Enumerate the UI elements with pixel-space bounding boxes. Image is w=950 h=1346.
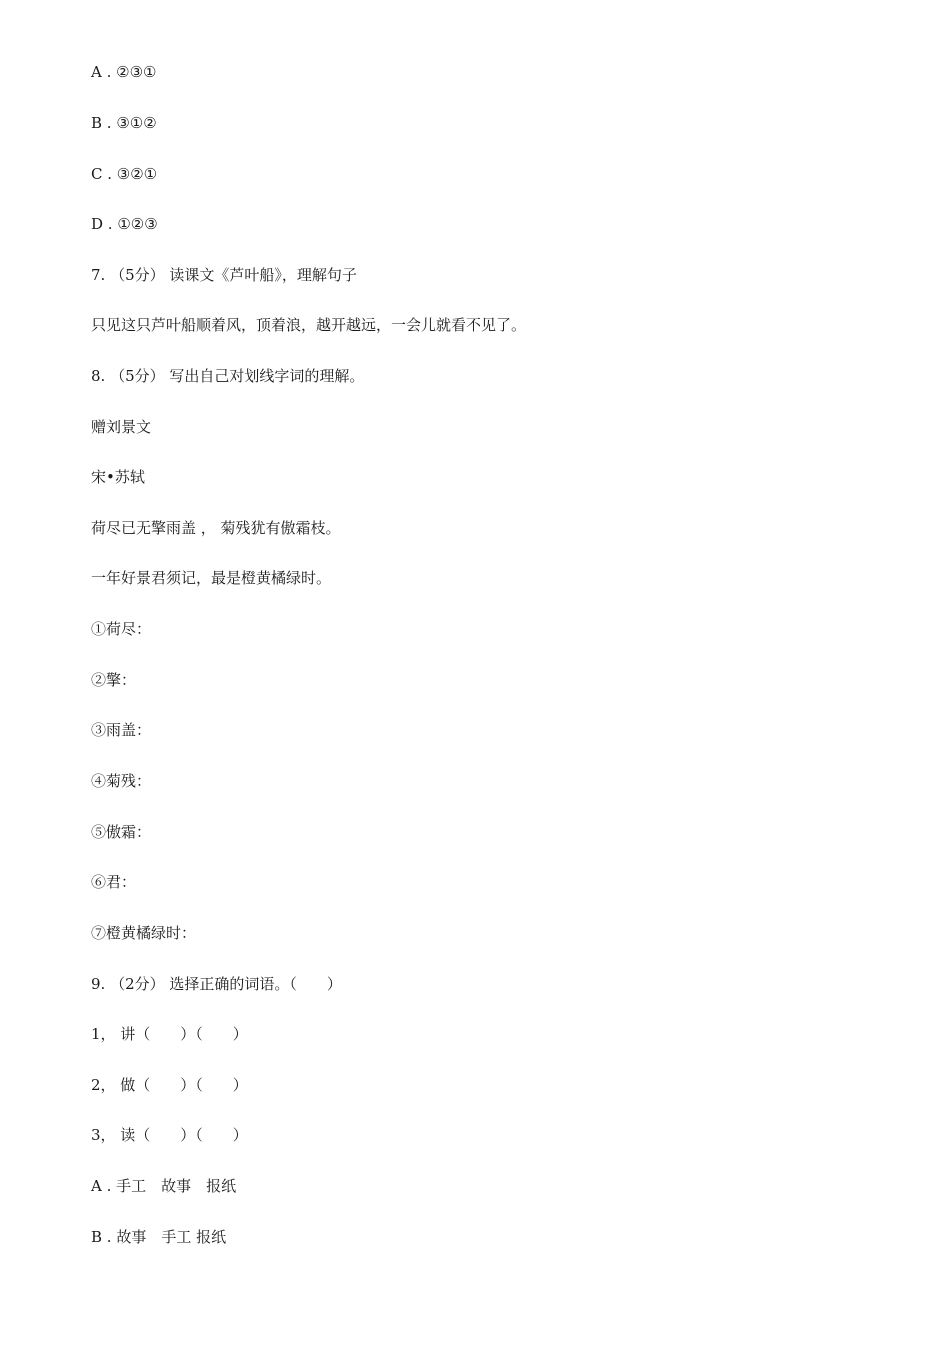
q9-blank-1: 1， 讲（ ）（ ） [91, 1025, 248, 1043]
q6-option-a: A . ②③① [91, 63, 157, 81]
q8-item-6: ⑥君： [91, 873, 137, 891]
q8-item-2: ②擎： [91, 671, 137, 689]
q8-stem: 8. （5分） 写出自己对划线字词的理解。 [91, 367, 365, 385]
q7-sentence: 只见这只芦叶船顺着风，顶着浪，越开越远，一会儿就看不见了。 [91, 316, 527, 334]
poem-line-2: 一年好景君须记，最是橙黄橘绿时。 [91, 569, 332, 587]
q6-option-c: C . ③②① [91, 165, 158, 183]
q9-option-b: B . 故事 手工 报纸 [91, 1228, 227, 1246]
q8-item-7: ⑦橙黄橘绿时： [91, 924, 197, 942]
q6-option-b: B . ③①② [91, 114, 157, 132]
poem-title: 赠刘景文 [91, 418, 152, 436]
q6-option-d: D . ①②③ [91, 215, 158, 233]
q8-item-4: ④菊残： [91, 772, 152, 790]
poem-author: 宋•苏轼 [91, 468, 145, 486]
q7-stem: 7. （5分） 读课文《芦叶船》，理解句子 [91, 266, 357, 284]
q9-stem: 9. （2分） 选择正确的词语。（ ） [91, 975, 342, 993]
q9-blank-2: 2， 做（ ）（ ） [91, 1076, 248, 1094]
q8-item-5: ⑤傲霜： [91, 823, 152, 841]
q8-item-3: ③雨盖： [91, 721, 152, 739]
poem-line-1: 荷尽已无擎雨盖 ， 菊残犹有傲霜枝。 [91, 519, 341, 537]
q9-option-a: A . 手工 故事 报纸 [91, 1177, 237, 1195]
q8-item-1: ①荷尽： [91, 620, 152, 638]
q9-blank-3: 3， 读（ ）（ ） [91, 1126, 248, 1144]
